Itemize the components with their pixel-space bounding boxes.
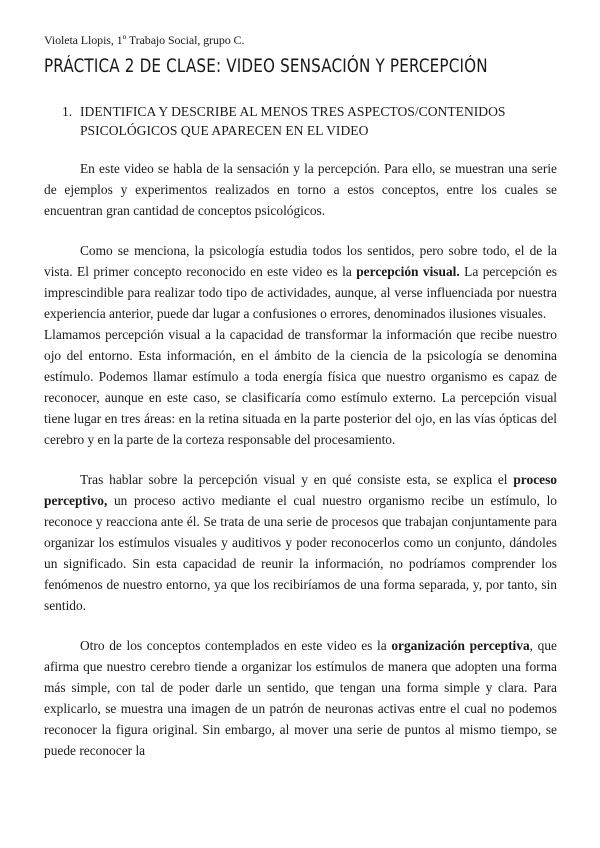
paragraph-intro [44,158,557,221]
document-page [44,32,557,761]
document-title: PRÁCTICA 2 DE CLASE: VIDEO SENSACIÓN Y PERCEPCIÓN [44,56,488,77]
term-perceptive-organization: organización perceptiva [391,638,530,653]
paragraph-text: Tras hablar sobre la percepción visual y en qué consiste esta, se explica el [80,472,514,487]
section-heading [62,102,557,140]
paragraph-text: Llamamos percepción visual a la capacidad de transformar la información que recibe nuestro ojo del entorno. Esta información, en el ámbito de la ciencia de la psicología se denomina estímulo. Podemos llamar estímulo a toda energía física que nuestro organismo es capaz de reconocer, aunque en este caso, se clasificaría como estímulo externo. La percepción visual tiene lugar en tres áreas: en la retina situada en la parte posterior del ojo, en las vías ópticas del cerebro y en la parte de la corteza responsable del procesamiento. [44,327,557,447]
section-number: 1. [62,104,73,119]
author-line: Violeta Llopis, 1º Trabajo Social, grupo C. [44,33,245,47]
paragraph-text: Otro de los conceptos contemplados en este video es la [80,638,392,653]
paragraph-text: , que afirma que nuestro cerebro tiende a organizar los estímulos de manera que adopten una forma más simple, con tal de poder darle un sentido, que tengan una forma simple y clara. Para explicarlo, se muestra una imagen de un patrón de neuronas activas entre el cual no podemos reconocer la figura original. Sin embargo, al mover una serie de puntos al mismo tiempo, se puede reconocer la [44,638,557,758]
paragraph-intro-text: En este video se habla de la sensación y la percepción. Para ello, se muestran una serie de ejemplos y experimentos realizados en torno a estos conceptos, entre los cuales se encuentran gran cantidad de conceptos psicológicos. [44,161,557,218]
paragraph-perceptive-process-body [44,469,557,616]
term-visual-perception: percepción visual. [356,264,460,279]
paragraph-visual-perception [44,240,557,450]
paragraph-text: un proceso activo mediante el cual nuestro organismo recibe un estímulo, lo reconoce y reacciona ante él. Se trata de una serie de procesos que trabajan conjuntamente para organizar los estímulos visuales y auditivos y poder reconocerlos como un conjunto, dándoles un significado. Sin esta capacidad de reunir la información, no podríamos comprender los fenómenos de nuestro entorno, ya que los recibiríamos de una forma separada, y, por tanto, sin sentido. [44,493,557,613]
paragraph-perceptive-process [44,469,557,616]
paragraph-visual-perception-body [44,240,557,324]
paragraph-text: Como se menciona, la psicología estudia todos los sentidos, pero sobre todo, el de la vista. El primer concepto reconocido en este video es la [44,243,557,279]
term-perceptive-process: proceso perceptivo, [44,472,557,508]
paragraph-perceptive-organization [44,635,557,761]
paragraph-text: La percepción es imprescindible para realizar todo tipo de actividades, aunque, al verse influenciada por nuestra experiencia anterior, puede dar lugar a confusiones o errores, denominados ilusiones visuales. [44,264,557,321]
section-heading-text: IDENTIFICA Y DESCRIBE AL MENOS TRES ASPECTOS/CONTENIDOS PSICOLÓGICOS QUE APARECEN EN EL VIDEO [80,104,506,138]
paragraph-perceptive-organization-body [44,635,557,761]
